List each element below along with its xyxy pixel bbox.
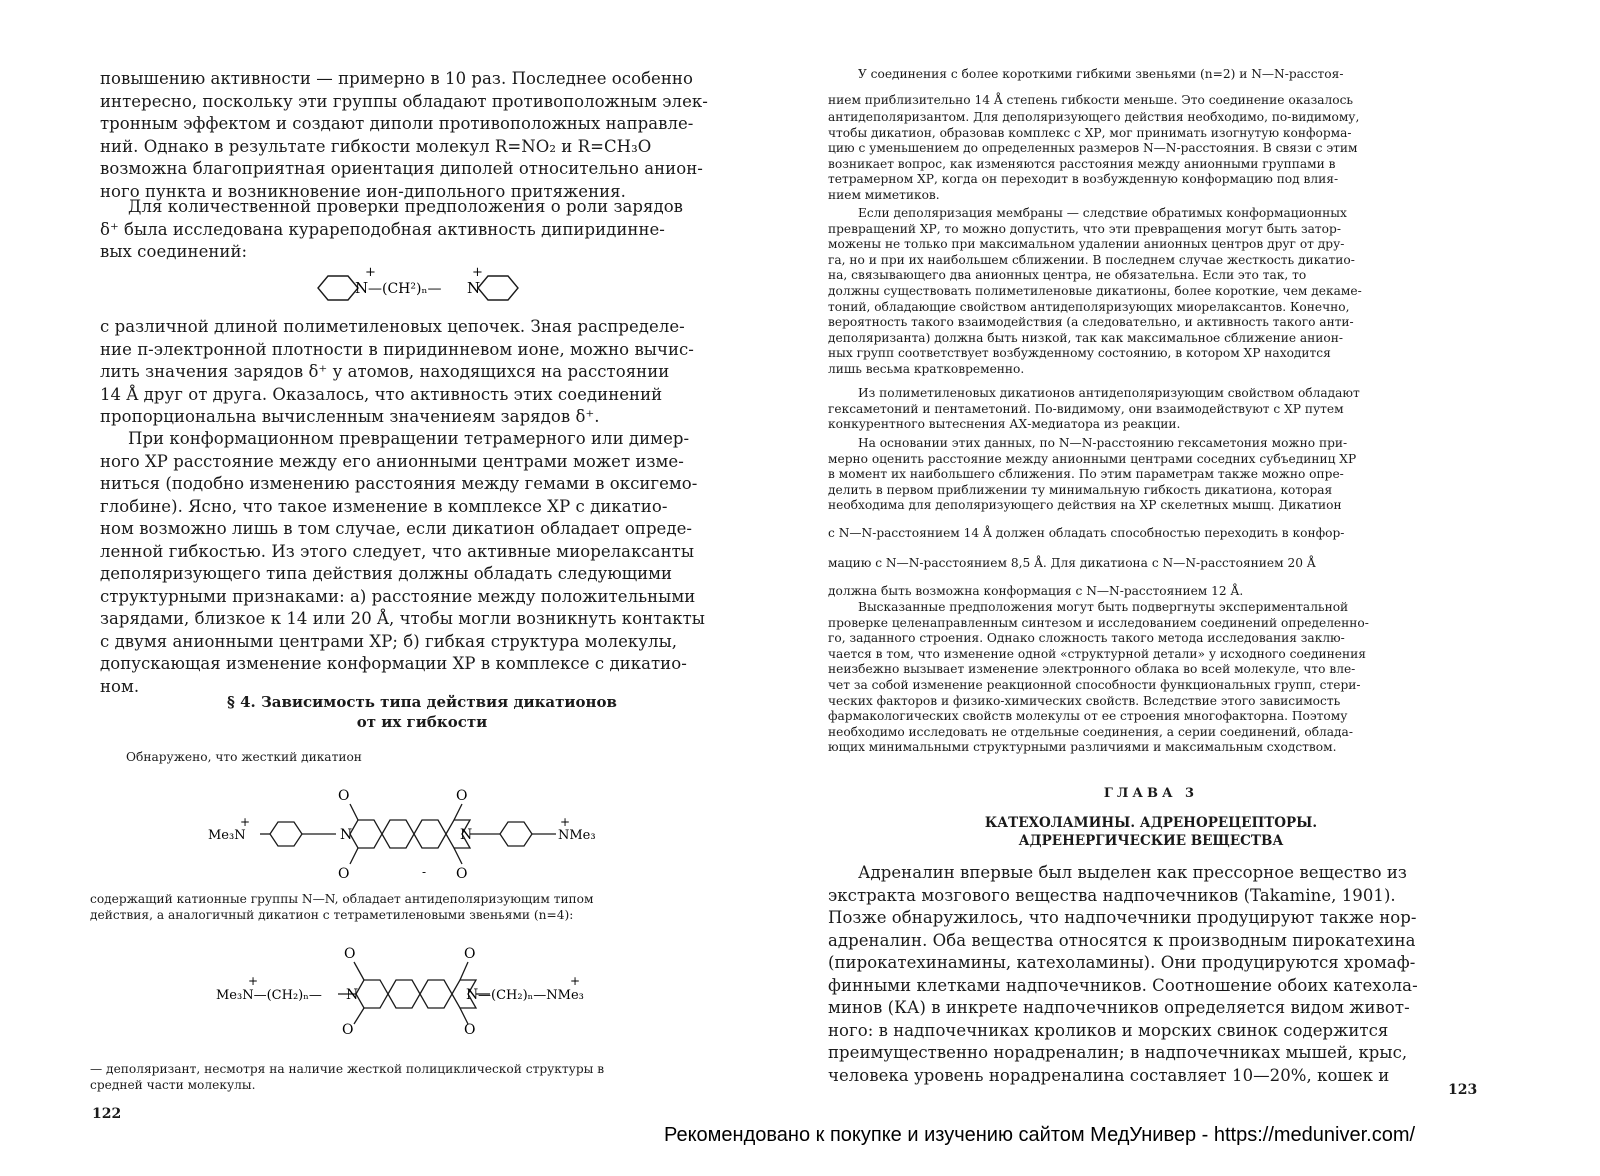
imide-ring-left xyxy=(356,980,388,1008)
left-paragraph-4 xyxy=(100,428,744,698)
right-paragraph-1 xyxy=(828,62,1474,204)
text-line: фармакологических свойств молекулы от ее строения многофакторна. Поэтому xyxy=(828,709,1348,724)
text-line: допускающая изменение конформации ХР в комплексе с дикатио- xyxy=(100,654,687,673)
text-line: ющих минимальными структурными различиями и максимальным сходством. xyxy=(828,740,1337,755)
nitrogen-left: N xyxy=(346,987,359,1003)
oxygen-top-left: O xyxy=(338,788,350,804)
plus-left: + xyxy=(365,265,376,280)
text-line: Для количественной проверки предположения о роли зарядов xyxy=(128,197,684,216)
naphthalene-ring-right xyxy=(414,820,446,848)
text-line: экстракта мозгового вещества надпочечников (Takamine, 1901). xyxy=(828,885,1396,905)
oxygen-bottom-left: O xyxy=(342,1022,354,1036)
nitrogen-right: N xyxy=(466,987,479,1003)
text-line: неизбежно вызывает изменение электронного облака во всей молекуле, что вле- xyxy=(828,662,1356,677)
text-line: ний. Однако в результате гибкости молекул R=NO₂ и R=CH₃O xyxy=(100,136,652,156)
left-paragraph-7 xyxy=(90,1062,736,1093)
oxygen-top-right: O xyxy=(456,788,468,804)
nitrogen-left: N xyxy=(355,279,369,297)
text-line: средней части молекулы. xyxy=(90,1077,256,1092)
left-paragraph-3 xyxy=(100,316,744,429)
left-paragraph-6 xyxy=(90,892,736,923)
text-line: чается в том, что изменение одной «структурной детали» у исходного соединения xyxy=(828,646,1366,661)
right-paragraph-3 xyxy=(828,386,1474,433)
section-heading-line: § 4. Зависимость типа действия дикатионов xyxy=(227,693,617,711)
trimethylammonium-left: Me₃N xyxy=(208,828,246,843)
right-page xyxy=(800,0,1600,1176)
right-paragraph-5 xyxy=(828,600,1474,756)
text-line: мацию с N—N-расстоянием 8,5 Å. Для дикатиона с N—N-расстоянием 20 Å xyxy=(828,555,1316,570)
text-line: с N—N-расстоянием 14 Å должен обладать способностью переходить в конфор- xyxy=(828,525,1345,540)
right-paragraph-6 xyxy=(828,862,1474,1087)
ammonium-chain-left: Me₃N—(CH₂)ₙ— xyxy=(216,988,322,1003)
dash-mark: - xyxy=(422,865,427,879)
naphthalene-ring-left xyxy=(382,820,414,848)
chapter-title-line: АДРЕНЕРГИЧЕСКИЕ ВЕЩЕСТВА xyxy=(1018,833,1284,849)
text-line: возможна благоприятная ориентация диполей относительно анион- xyxy=(100,159,703,178)
text-line: чет за собой изменение реакционной способности функциональных групп, стери- xyxy=(828,677,1361,692)
section-heading-line: от их гибкости xyxy=(356,713,488,731)
text-line: антидеполяризантом. Для деполяризующего действия необходимо, по-видимому, xyxy=(828,110,1360,124)
text-line: вероятность такого взаимодействия (а следовательно, и активность такого анти- xyxy=(828,315,1354,330)
text-line: ном. xyxy=(100,676,140,696)
chapter-title xyxy=(828,814,1474,850)
pyridine-ring-right xyxy=(478,276,518,300)
text-line: ного ХР расстояние между его анионными центрами может изме- xyxy=(100,451,684,471)
text-line: на, связывающего два анионных центра, не обязательна. Если это так, то xyxy=(828,268,1307,283)
oxygen-bottom-right: O xyxy=(464,1022,476,1036)
text-line: Адреналин впервые был выделен как прессорное вещество из xyxy=(858,863,1407,882)
polymethylene-chain: —(CH²)ₙ— xyxy=(368,281,442,297)
text-line: в момент их наибольшего сближения. По этим параметрам также можно опре- xyxy=(828,467,1344,482)
text-line: преимущественно норадреналин; в надпочечниках мышей, крыс, xyxy=(828,1043,1408,1062)
text-line: лишь весьма кратковременно. xyxy=(828,361,1025,376)
text-line: Обнаружено, что жесткий дикатион xyxy=(126,750,362,764)
text-line: минов (КА) в инкрете надпочечников определяется видом живот- xyxy=(828,998,1410,1017)
formula-flexible-dication xyxy=(208,936,628,1036)
oxygen-top-right: O xyxy=(464,946,476,962)
text-line: Из полиметиленовых дикатионов антидеполяризующим свойством обладают xyxy=(858,386,1360,400)
plus-right: + xyxy=(560,815,571,829)
text-line: вых соединений: xyxy=(100,242,248,261)
text-line: ного: в надпочечниках кроликов и морских свинок содержится xyxy=(828,1020,1389,1040)
benzene-ring-left xyxy=(270,822,302,846)
page-number-right: 123 xyxy=(1448,1082,1478,1098)
text-line: делить в первом приближении ту минимальную гибкость дикатиона, которая xyxy=(828,482,1333,497)
text-line: с двумя анионными центрами ХР; б) гибкая структура молекулы, xyxy=(100,631,678,651)
oxygen-bottom-right: O xyxy=(456,866,468,882)
text-line: конкурентного вытеснения АХ-медиатора из реакции. xyxy=(828,417,1181,432)
right-paragraph-4 xyxy=(828,436,1474,602)
text-line: с различной длиной полиметиленовых цепочек. Зная распределе- xyxy=(100,317,685,336)
right-paragraph-2 xyxy=(828,206,1474,378)
nitrogen-right: N xyxy=(467,279,481,297)
naphthalene-ring-left xyxy=(388,980,420,1008)
text-line: повышению активности — примерно в 10 раз. Последнее особенно xyxy=(100,69,693,88)
text-line: ниться (подобно изменению расстояния между гемами в оксигемо- xyxy=(100,474,698,493)
text-line: человека уровень норадреналина составляет 10—20%, кошек и xyxy=(828,1065,1390,1085)
naphthalene-ring-right xyxy=(420,980,452,1008)
text-line: Высказанные предположения могут быть подвергнуты экспериментальной xyxy=(858,600,1349,614)
text-line: га, но и при их наибольшем сближении. В последнем случае жесткость дикатио- xyxy=(828,252,1355,267)
benzene-ring-right xyxy=(500,822,532,846)
text-line: При конформационном превращении тетрамерного или димер- xyxy=(128,429,690,448)
text-line: действия, а аналогичный дикатион с тетраметиленовыми звеньями (n=4): xyxy=(90,907,574,922)
text-line: чтобы дикатион, образовав комплекс с ХР, мог принимать изогнутую конформа- xyxy=(828,125,1352,140)
text-line: интересно, поскольку эти группы обладают противоположным элек- xyxy=(100,91,708,111)
text-line: ческих факторов и физико-химических свойств. Вследствие этого зависимость xyxy=(828,693,1341,708)
text-line: тронным эффектом и создают диполи противоположных направле- xyxy=(100,114,694,133)
text-line: нием миметиков. xyxy=(828,187,940,202)
text-line: На основании этих данных, по N—N-расстоянию гексаметония можно при- xyxy=(858,436,1348,450)
formula-rigid-dication xyxy=(200,782,620,886)
text-line: тоний, обладающие свойством антидеполяризующих миорелаксантов. Конечно, xyxy=(828,299,1350,314)
text-line: финными клетками надпочечников. Соотношение обоих катехола- xyxy=(828,975,1418,995)
text-line: — деполяризант, несмотря на наличие жесткой полициклической структуры в xyxy=(90,1062,605,1076)
text-line: го, заданного строения. Однако сложность такого метода исследования заклю- xyxy=(828,631,1345,646)
text-line: ных групп соответствует возбужденному состоянию, в котором ХР находится xyxy=(828,346,1331,361)
text-line: 14 Å друг от друга. Оказалось, что активность этих соединений xyxy=(100,384,663,404)
chapter-label: ГЛАВА 3 xyxy=(1103,786,1199,801)
trimethylammonium-right: NMe₃ xyxy=(558,828,596,843)
ammonium-chain-right: —(CH₂)ₙ—NMe₃ xyxy=(478,988,584,1003)
text-line: ние π-электронной плотности в пиридинневом ионе, можно вычис- xyxy=(100,339,694,359)
text-line: должна быть возможна конформация с N—N-расстоянием 12 Å. xyxy=(828,583,1244,598)
text-line: Позже обнаружилось, что надпочечники продуцируют также нор- xyxy=(828,908,1417,927)
text-line: тетрамерном ХР, когда он переходит в возбужденную конформацию под влия- xyxy=(828,172,1339,187)
text-line: содержащий катионные группы N—N, обладает антидеполяризующим типом xyxy=(90,892,594,906)
text-line: превращений ХР, то можно допустить, что эти превращения могут быть затор- xyxy=(828,221,1341,236)
section-heading xyxy=(100,692,744,732)
nitrogen-right: N xyxy=(460,827,473,843)
text-line: глобине). Ясно, что такое изменение в комплексе ХР с дикатио- xyxy=(100,496,668,516)
text-line: цию с уменьшением до определенных размеров N—N-расстояния. В связи с этим xyxy=(828,141,1358,156)
formula-dipyridinium xyxy=(310,262,530,306)
left-paragraph-5 xyxy=(126,750,526,766)
text-line: лить значения зарядов δ⁺ у атомов, находящихся на расстоянии xyxy=(100,362,670,381)
text-line: Если деполяризация мембраны — следствие обратимых конформационных xyxy=(858,206,1347,220)
text-line: ном возможно лишь в том случае, если дикатион обладает опреде- xyxy=(100,519,693,538)
chapter-title-line: КАТЕХОЛАМИНЫ. АДРЕНОРЕЦЕПТОРЫ. xyxy=(984,815,1318,831)
text-line: У соединения с более короткими гибкими звеньями (n=2) и N—N-расстоя- xyxy=(858,67,1344,81)
text-line: зарядами, близкое к 14 или 20 Å, чтобы могли возникнуть контакты xyxy=(100,609,705,628)
nitrogen-left: N xyxy=(340,827,353,843)
page-number-left: 122 xyxy=(92,1106,122,1122)
text-line: структурными признаками: а) расстояние между положительными xyxy=(100,586,696,606)
text-line: пропорциональна вычисленным значениеям зарядов δ⁺. xyxy=(100,407,600,426)
text-line: (пирокатехинамины, катехоламины). Они продуцируются хромаф- xyxy=(828,953,1416,972)
footer-recommendation: Рекомендовано к покупке и изучению сайтом МедУнивер - https://meduniver.com/ xyxy=(664,1124,1416,1146)
pyridine-ring-left xyxy=(318,276,358,300)
left-paragraph-2 xyxy=(100,196,744,264)
plus-right: + xyxy=(570,974,581,988)
text-line: нием приблизительно 14 Å степень гибкости меньше. Это соединение оказалось xyxy=(828,93,1354,107)
text-line: можены не только при максимальном удалении анионных центров друг от дру- xyxy=(828,237,1345,252)
text-line: возникает вопрос, как изменяются расстояния между анионными группами в xyxy=(828,156,1336,171)
oxygen-bottom-left: O xyxy=(338,866,350,882)
text-line: необходима для деполяризующего действия на ХР скелетных мышц. Дикатион xyxy=(828,498,1342,513)
text-line: деполяризанта) должна быть низкой, так как максимальное сближение анион- xyxy=(828,330,1344,345)
oxygen-top-left: O xyxy=(344,946,356,962)
plus-right: + xyxy=(472,265,483,280)
text-line: ного пункта и возникновение ион-дипольного притяжения. xyxy=(100,181,626,201)
text-line: должны существовать полиметиленовые дикатионы, более короткие, чем декаме- xyxy=(828,283,1362,298)
text-line: деполяризующего типа действия должны обладать следующими xyxy=(100,564,673,583)
text-line: необходимо исследовать не отдельные соединения, а серии соединений, облада- xyxy=(828,724,1353,739)
text-line: адреналин. Оба вещества относятся к производным пирокатехина xyxy=(828,930,1416,950)
text-line: δ⁺ была исследована курареподобная активность дипиридинне- xyxy=(100,219,665,239)
plus-left: + xyxy=(240,815,251,829)
imide-ring-left xyxy=(350,820,382,848)
plus-left: + xyxy=(248,974,259,988)
text-line: ленной гибкостью. Из этого следует, что активные миорелаксанты xyxy=(100,541,695,561)
text-line: гексаметоний и пентаметоний. По-видимому, они взаимодействуют с ХР путем xyxy=(828,401,1344,416)
text-line: мерно оценить расстояние между анионными центрами соседних субъединиц ХР xyxy=(828,451,1357,466)
text-line: проверке целенаправленным синтезом и исследованием соединений определенно- xyxy=(828,615,1369,630)
left-paragraph-1 xyxy=(100,68,744,203)
